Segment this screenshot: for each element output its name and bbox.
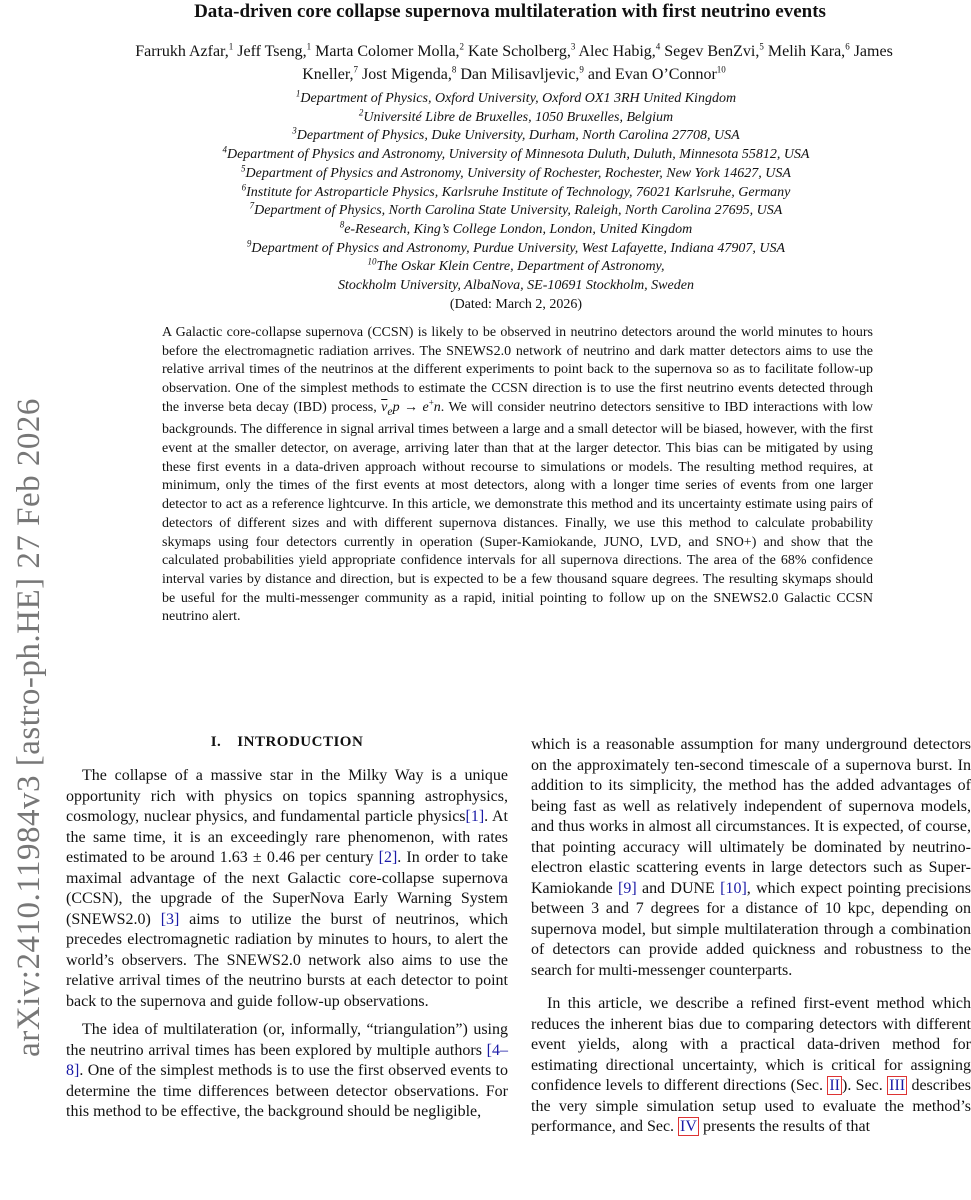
affiliation: $^5$Department of Physics and Astronomy, University of Rochester, Rochester, New York 14627, USA [241, 163, 791, 181]
author-list [108, 40, 920, 86]
paragraph: The idea of multilateration (or, informally, “triangulation”) using the neutrino arrival times has been explored by multiple authors [ 4–8 ] . One of the simplest methods is to use the first observed events to determine the time differences between detector observations. For this method to be effective, the background should be negligible, [66, 1020, 508, 1123]
section-ref-link[interactable]: III [889, 1077, 906, 1094]
affiliation: $^6$Institute for Astroparticle Physics, Karlsruhe Institute of Technology, 76021 Karlsruhe, Germany [241, 181, 791, 200]
abstract: A Galactic core-collapse supernova (CCSN) is likely to be observed in neutrino detectors around the world minutes to hours before the electromagnetic radiation arrives. The SNEWS2.0 network of neutrino and dark matter detectors aims to use the relative arrival times of the neutrinos at the different experiments to point back to the supernova so as to facilitate follow-up observation. One of the simplest methods to estimate the CCSN direction is to use the first neutrino events detected through the inverse beta decay (IBD) process, $\overline{\nu}_ep \to e^+n$. We will consider neutrino detectors sensitive to IBD interactions with low backgrounds. The difference in signal arrival times between a large and a small detector will be biased, however, with the first event at the smaller detector, on average, arriving later than that at the larger detector. This bias can be mitigated by using these first events in a data-driven approach without recourse to simulations or models. The resulting method requires, at minimum, only the times of the first events at most detectors, along with a longer time series of events from one larger detector to act as a reference lightcurve. In this article, we demonstrate this method and its uncertainty estimate using pairs of detectors of different sizes and with different supernova distances. Finally, we use this method to calculate probability skymaps using four detectors currently in operation (Super-Kamiokande, JUNO, LVD, and SNO+) and show that the calculated probabilities yield appropriate confidence intervals for all supernova directions. The area of the 68% confidence interval varies by distance and direction, but is expected to be a few thousand square degrees. The resulting skymaps should be useful for the multi-messenger community as a rapid, initial pointing to follow up on the SNEWS2.0 Galactic CCSN neutrino alert. [162, 325, 873, 625]
author: Dan Milisavljevic,$^9$ [460, 64, 584, 83]
affiliation: $^3$Department of Physics, Duke University, Durham, North Carolina 27708, USA [292, 125, 740, 144]
paragraph: The collapse of a massive star in the Milky Way is a unique opportunity rich with physics on topics spanning astrophysics, cosmology, nuclear physics, and fundamental particle physics [ 1 ] . At the same time, it is an exceedingly rare phenomenon, with rates estimated to be around 1.63 ± 0.46 per century [ 2 ] . In order to take maximal advantage of the next Galactic core-collapse supernova (CCSN), the upgrade of the SuperNova Early Warning System (SNEWS2.0) [ 3 ] aims to utilize the burst of neutrinos, which precedes electromagnetic radiation by minutes to hours, to alert the world’s observers. The SNEWS2.0 network also aims to use the relative arrival times of the neutrino bursts at each detector to point back to the supernova and guide follow-up observations. [66, 766, 508, 1012]
author: and Evan O’Connor$^{10}$ [587, 64, 726, 83]
affiliation: $^2$Université Libre de Bruxelles, 1050 Bruxelles, Belgium [358, 107, 674, 125]
ibd-formula: $\overline{\nu}_ep \to e^+n$ [381, 397, 441, 418]
author: Kate Scholberg,$^3$ [468, 41, 576, 60]
affiliation: $^7$Department of Physics, North Carolina State University, Raleigh, North Carolina 27695, USA [249, 200, 783, 219]
affiliation-continuation: Stockholm University, AlbaNova, SE-10691 Stockholm, Sweden [338, 278, 694, 294]
section-ref-link[interactable]: II [829, 1077, 840, 1094]
author: Marta Colomer Molla,$^2$ [315, 41, 465, 60]
citation-link[interactable]: [ 10 ] [720, 880, 747, 897]
paragraph: In this article, we describe a refined first-event method which reduces the inherent bias due to comparing detectors with different event yields, along with a practical data-driven method for estimating directional uncertainty, which is critical for assigning confidence levels to different directions (Sec. II ). Sec. III describes the very simple simulation setup used to evaluate the method’s performance, and Sec. IV presents the results of that [531, 995, 971, 1135]
affiliation: $^9$Department of Physics and Astronomy, Purdue University, West Lafayette, Indiana 47907, USA [246, 237, 786, 256]
left-column [66, 732, 508, 1123]
citation-link[interactable]: [ 2 ] [379, 849, 398, 866]
dated-line: (Dated: March 2, 2026) [449, 296, 583, 312]
affiliation: $^4$Department of Physics and Astronomy, University of Minnesota Duluth, Duluth, Minnesota 55812, USA [222, 144, 810, 163]
citation-link[interactable]: [ 3 ] [161, 911, 180, 928]
affiliation: $^{10}$The Oskar Klein Centre, Department of Astronomy, [367, 256, 665, 275]
author: Jost Migenda,$^8$ [362, 64, 457, 83]
affiliation-list [72, 90, 960, 314]
author: Segev BenZvi,$^5$ [664, 41, 764, 60]
citation-link[interactable]: [ 1 ] [466, 808, 485, 825]
citation-link[interactable]: [ 4–8 ] [66, 1042, 508, 1080]
citation-link[interactable]: [ 9 ] [618, 880, 637, 897]
right-column [531, 735, 971, 1138]
author: James Kneller,$^7$ [302, 43, 893, 83]
author: Alec Habig,$^4$ [578, 41, 661, 60]
arxiv-side-stamp [6, 255, 52, 1200]
affiliation: $^1$Department of Physics, Oxford University, Oxford OX1 3RH United Kingdom [295, 88, 737, 106]
author: Farrukh Azfar,$^1$ [135, 41, 234, 60]
author: Jeff Tseng,$^1$ [237, 41, 312, 60]
section-ref-link[interactable]: IV [680, 1118, 697, 1135]
section-heading: I. INTRODUCTION [210, 734, 364, 750]
author: Melih Kara,$^6$ [767, 41, 850, 60]
affiliation: $^8$e-Research, King’s College London, London, United Kingdom [339, 219, 693, 237]
arxiv-identifier: arXiv:2410.11984v3 [astro-ph.HE] 27 Feb 2026 [10, 398, 47, 1057]
paper-title: Data-driven core collapse supernova multilateration with first neutrino events [194, 1, 826, 22]
paragraph: which is a reasonable assumption for many underground detectors on the approximately ten-second timescale of a supernova burst. In addition to its simplicity, the method has the added advantages of being fast as well as relatively independent of supernova models, and thus works in almost all circumstances. It is expected, of course, that pointing accuracy will ultimately be dominated by neutrino-electron elastic scattering events in large detectors such as Super-Kamiokande [ 9 ] and DUNE [ 10 ] , which expect pointing precisions between 3 and 7 degrees for a distance of 10 kpc, depending on supernova model, but simple multilateration through a combination of detectors can provide added quickness and robustness to the search for multi-messenger counterparts. [531, 735, 971, 981]
